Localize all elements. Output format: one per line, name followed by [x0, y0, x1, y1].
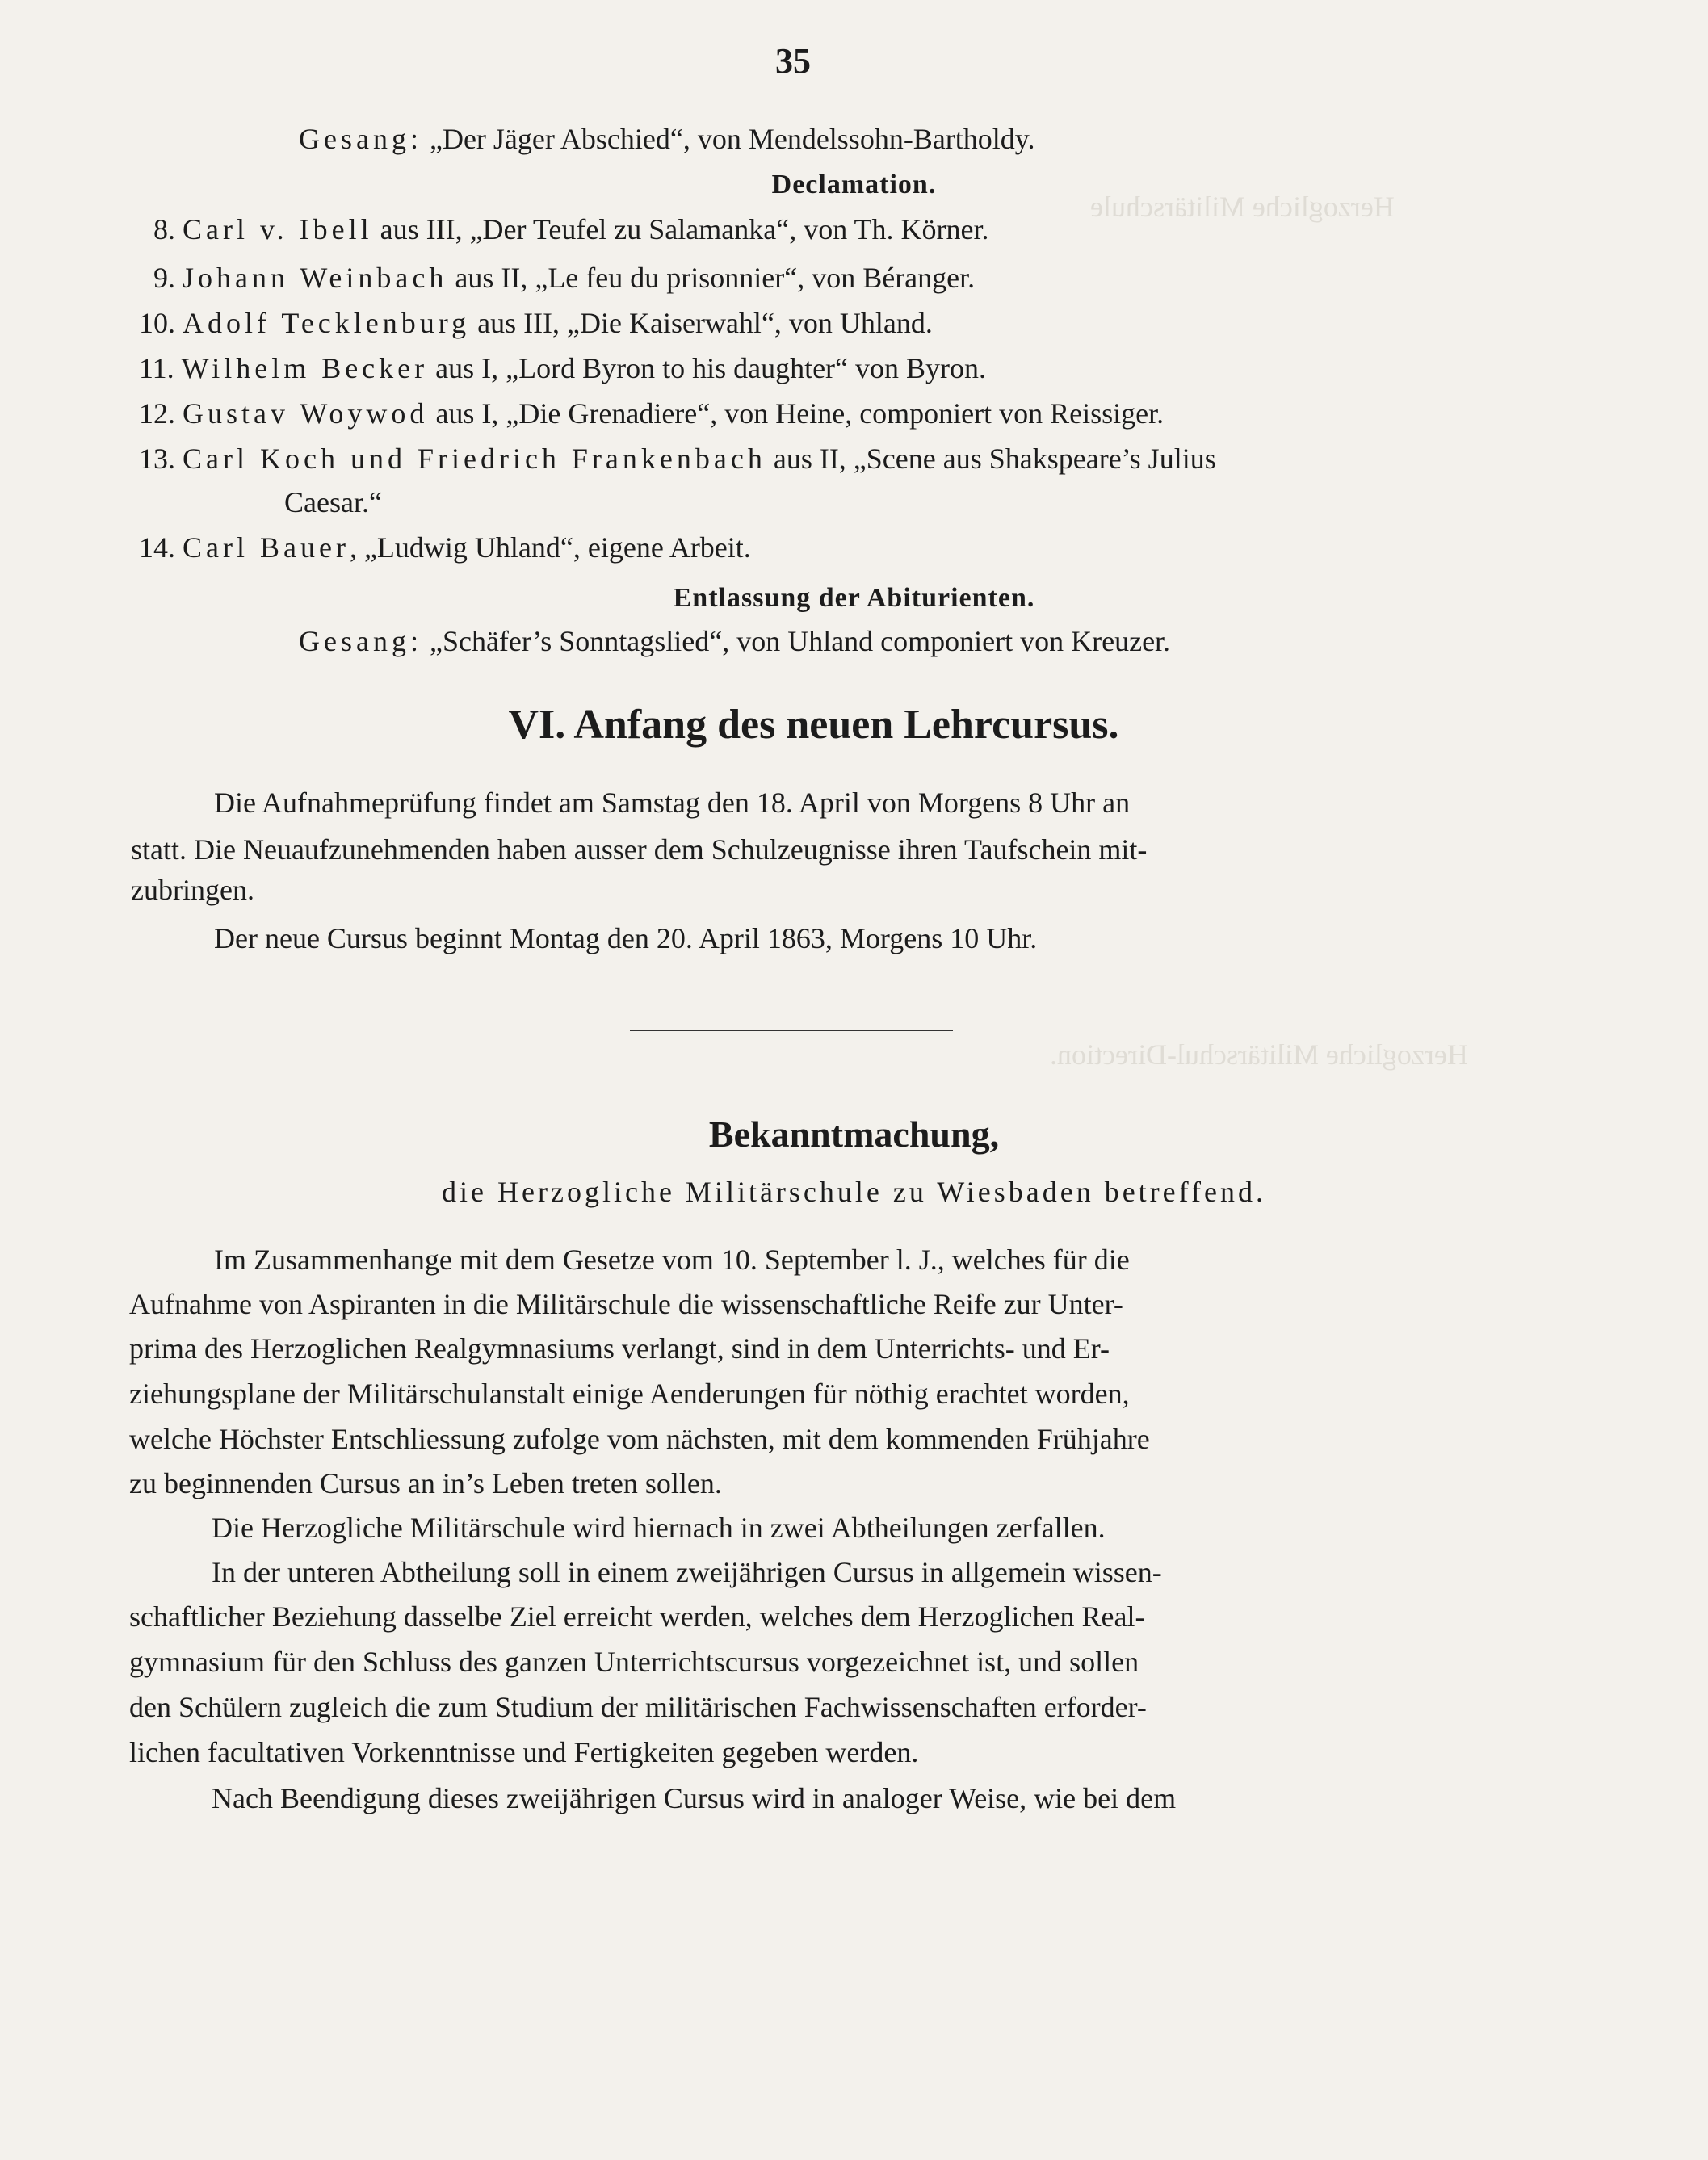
paragraph-line: prima des Herzoglichen Realgymnasiums verlangt, sind in dem Unterrichts- und Er-: [129, 1332, 1110, 1365]
program-line: Gesang: „Der Jäger Abschied“, von Mendelssohn-Bartholdy.: [299, 123, 1035, 155]
announcement-subtitle: die Herzogliche Militärschule zu Wiesbaden betreffend.: [442, 1176, 1266, 1208]
paragraph-line: gymnasium für den Schluss des ganzen Unterrichtscursus vorgezeichnet ist, und sollen: [129, 1646, 1139, 1678]
program-line-continued: Caesar.“: [284, 486, 382, 518]
program-line: Gesang: „Schäfer’s Sonntagslied“, von Uhland componiert von Kreuzer.: [299, 625, 1171, 657]
announcement-title: Bekanntmachung,: [708, 1114, 1000, 1155]
bleed-through-text: Herzogliche Militärschul-Direction.: [1050, 1038, 1468, 1071]
program-line: 12. Gustav Woywod aus I, „Die Grenadiere“, von Heine, componiert von Reissiger.: [139, 397, 1165, 430]
paragraph-line: zubringen.: [131, 874, 254, 906]
program-line: 11. Wilhelm Becker aus I, „Lord Byron to his daughter“ von Byron.: [139, 352, 987, 384]
section-heading-declamation: Declamation.: [771, 170, 937, 199]
program-line: 14. Carl Bauer, „Ludwig Uhland“, eigene Arbeit.: [139, 531, 751, 564]
paragraph-line: ziehungsplane der Militärschulanstalt einige Aenderungen für nöthig erachtet worden,: [129, 1378, 1130, 1410]
program-line: 8. Carl v. Ibell aus III, „Der Teufel zu Salamanka“, von Th. Körner.: [153, 213, 989, 245]
paragraph-line: Der neue Cursus beginnt Montag den 20. April 1863, Morgens 10 Uhr.: [214, 922, 1038, 954]
paragraph-line: lichen facultativen Vorkenntnisse und Fertigkeiten gegeben werden.: [129, 1736, 919, 1768]
section-heading-entlassung: Entlassung der Abiturienten.: [673, 583, 1035, 613]
program-line: 13. Carl Koch und Friedrich Frankenbach aus II, „Scene aus Shakspeare’s Julius: [139, 442, 1216, 475]
paragraph-line: Aufnahme von Aspiranten in die Militärschule die wissenschaftliche Reife zur Unter-: [129, 1288, 1123, 1320]
page-number: 35: [775, 41, 811, 81]
bleed-through-text: Herzogliche Militärschule: [1090, 191, 1395, 223]
paragraph-line: Nach Beendigung dieses zweijährigen Cursus wird in analoger Weise, wie bei dem: [212, 1782, 1177, 1814]
section-title-vi: VI. Anfang des neuen Lehrcursus.: [508, 702, 1119, 748]
paragraph-line: den Schülern zugleich die zum Studium der militärischen Fachwissenschaften erforder-: [129, 1691, 1147, 1723]
paragraph-line: welche Höchster Entschliessung zufolge vom nächsten, mit dem kommenden Frühjahre: [129, 1423, 1150, 1455]
paragraph-line: In der unteren Abtheilung soll in einem zweijährigen Cursus in allgemein wissen-: [212, 1556, 1162, 1588]
paragraph-line: Im Zusammenhange mit dem Gesetze vom 10. September l. J., welches für die: [214, 1244, 1130, 1276]
separator-rule: [630, 1030, 953, 1031]
paragraph-line: schaftlicher Beziehung dasselbe Ziel erreicht werden, welches dem Herzoglichen Real-: [129, 1600, 1145, 1633]
paragraph-line: Die Herzogliche Militärschule wird hiernach in zwei Abtheilungen zerfallen.: [212, 1512, 1106, 1544]
paragraph-line: statt. Die Neuaufzunehmenden haben ausser dem Schulzeugnisse ihren Taufschein mit-: [131, 833, 1148, 866]
program-line: 9. Johann Weinbach aus II, „Le feu du prisonnier“, von Béranger.: [153, 262, 976, 294]
paragraph-line: zu beginnenden Cursus an in’s Leben treten sollen.: [129, 1467, 722, 1499]
program-line: 10. Adolf Tecklenburg aus III, „Die Kaiserwahl“, von Uhland.: [139, 307, 933, 339]
paragraph-line: Die Aufnahmeprüfung findet am Samstag den 18. April von Morgens 8 Uhr an: [214, 786, 1131, 819]
